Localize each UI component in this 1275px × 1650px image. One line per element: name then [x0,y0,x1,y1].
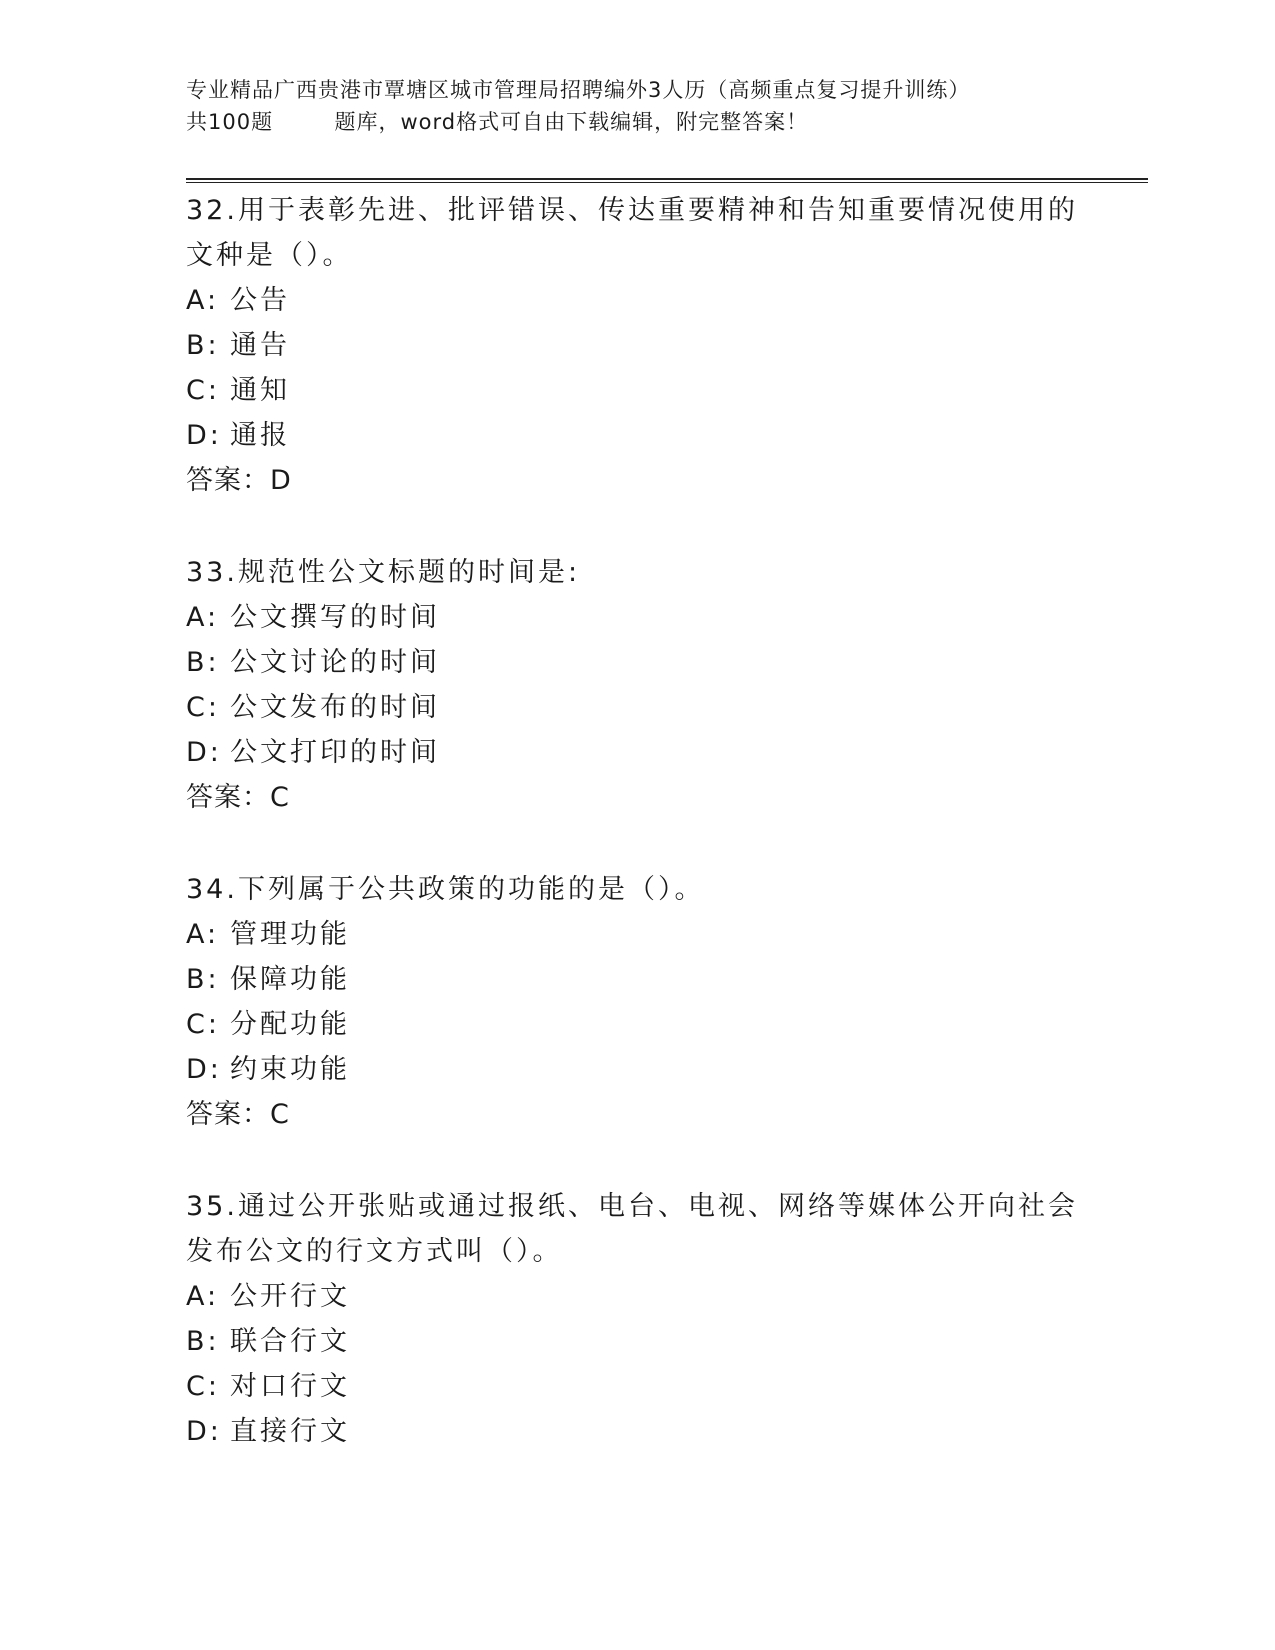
option-letter: C: [186,1009,220,1040]
question-list [186,188,1086,1501]
option-letter: B: [186,1326,220,1357]
option-letter: A: [186,602,220,633]
question-item [186,1184,1086,1454]
option-c [186,1364,1086,1409]
option-text: 通报 [230,420,290,451]
option-letter: D: [186,1416,222,1447]
option-text: 公文发布的时间 [230,692,440,723]
option-a [186,1274,1086,1319]
question-item [186,188,1086,503]
header-divider [186,178,1148,183]
option-letter: D: [186,737,222,768]
option-text: 公开行文 [230,1281,350,1312]
option-letter: C: [186,1371,220,1402]
option-a [186,912,1086,957]
header-subtitle-text: 共100题 题库，word格式可自由下载编辑，附完整答案！ [186,110,809,134]
answer-line: 答案：D [186,465,292,496]
option-text: 公文撰写的时间 [230,602,440,633]
option-text: 管理功能 [230,919,350,950]
header-subtitle-line [186,106,1086,138]
question-item [186,867,1086,1137]
option-b [186,1319,1086,1364]
option-letter: D: [186,420,222,451]
option-text: 公告 [230,285,290,316]
option-c [186,1002,1086,1047]
option-a [186,278,1086,323]
option-text: 通知 [230,375,290,406]
option-text: 公文讨论的时间 [230,647,440,678]
option-letter: C: [186,375,220,406]
option-letter: A: [186,285,220,316]
option-a [186,595,1086,640]
question-item [186,550,1086,820]
option-text: 保障功能 [230,964,350,995]
option-text: 约束功能 [230,1054,350,1085]
option-text: 分配功能 [230,1009,350,1040]
option-b [186,957,1086,1002]
option-text: 通告 [230,330,290,361]
option-text: 直接行文 [230,1416,350,1447]
option-text: 对口行文 [230,1371,350,1402]
option-letter: B: [186,647,220,678]
document-header [186,74,1086,138]
option-letter: B: [186,330,220,361]
header-title-line: 专业精品广西贵港市覃塘区城市管理局招聘编外3人历（高频重点复习提升训练） [186,78,971,102]
option-d [186,413,1086,458]
option-c [186,685,1086,730]
option-d [186,730,1086,775]
question-stem: 34.下列属于公共政策的功能的是（）。 [186,874,705,905]
question-stem: 32.用于表彰先进、批评错误、传达重要精神和告知重要情况使用的文种是（）。 [186,195,1078,271]
question-stem: 35.通过公开张贴或通过报纸、电台、电视、网络等媒体公开向社会发布公文的行文方式叫（）。 [186,1191,1078,1267]
option-d [186,1409,1086,1454]
option-b [186,323,1086,368]
answer-line: 答案：C [186,782,290,813]
option-text: 联合行文 [230,1326,350,1357]
answer-line: 答案：C [186,1099,290,1130]
option-c [186,368,1086,413]
option-text: 公文打印的时间 [230,737,440,768]
option-letter: A: [186,919,220,950]
option-b [186,640,1086,685]
option-letter: C: [186,692,220,723]
option-letter: D: [186,1054,222,1085]
option-d [186,1047,1086,1092]
option-letter: B: [186,964,220,995]
option-letter: A: [186,1281,220,1312]
question-stem: 33.规范性公文标题的时间是: [186,557,581,588]
